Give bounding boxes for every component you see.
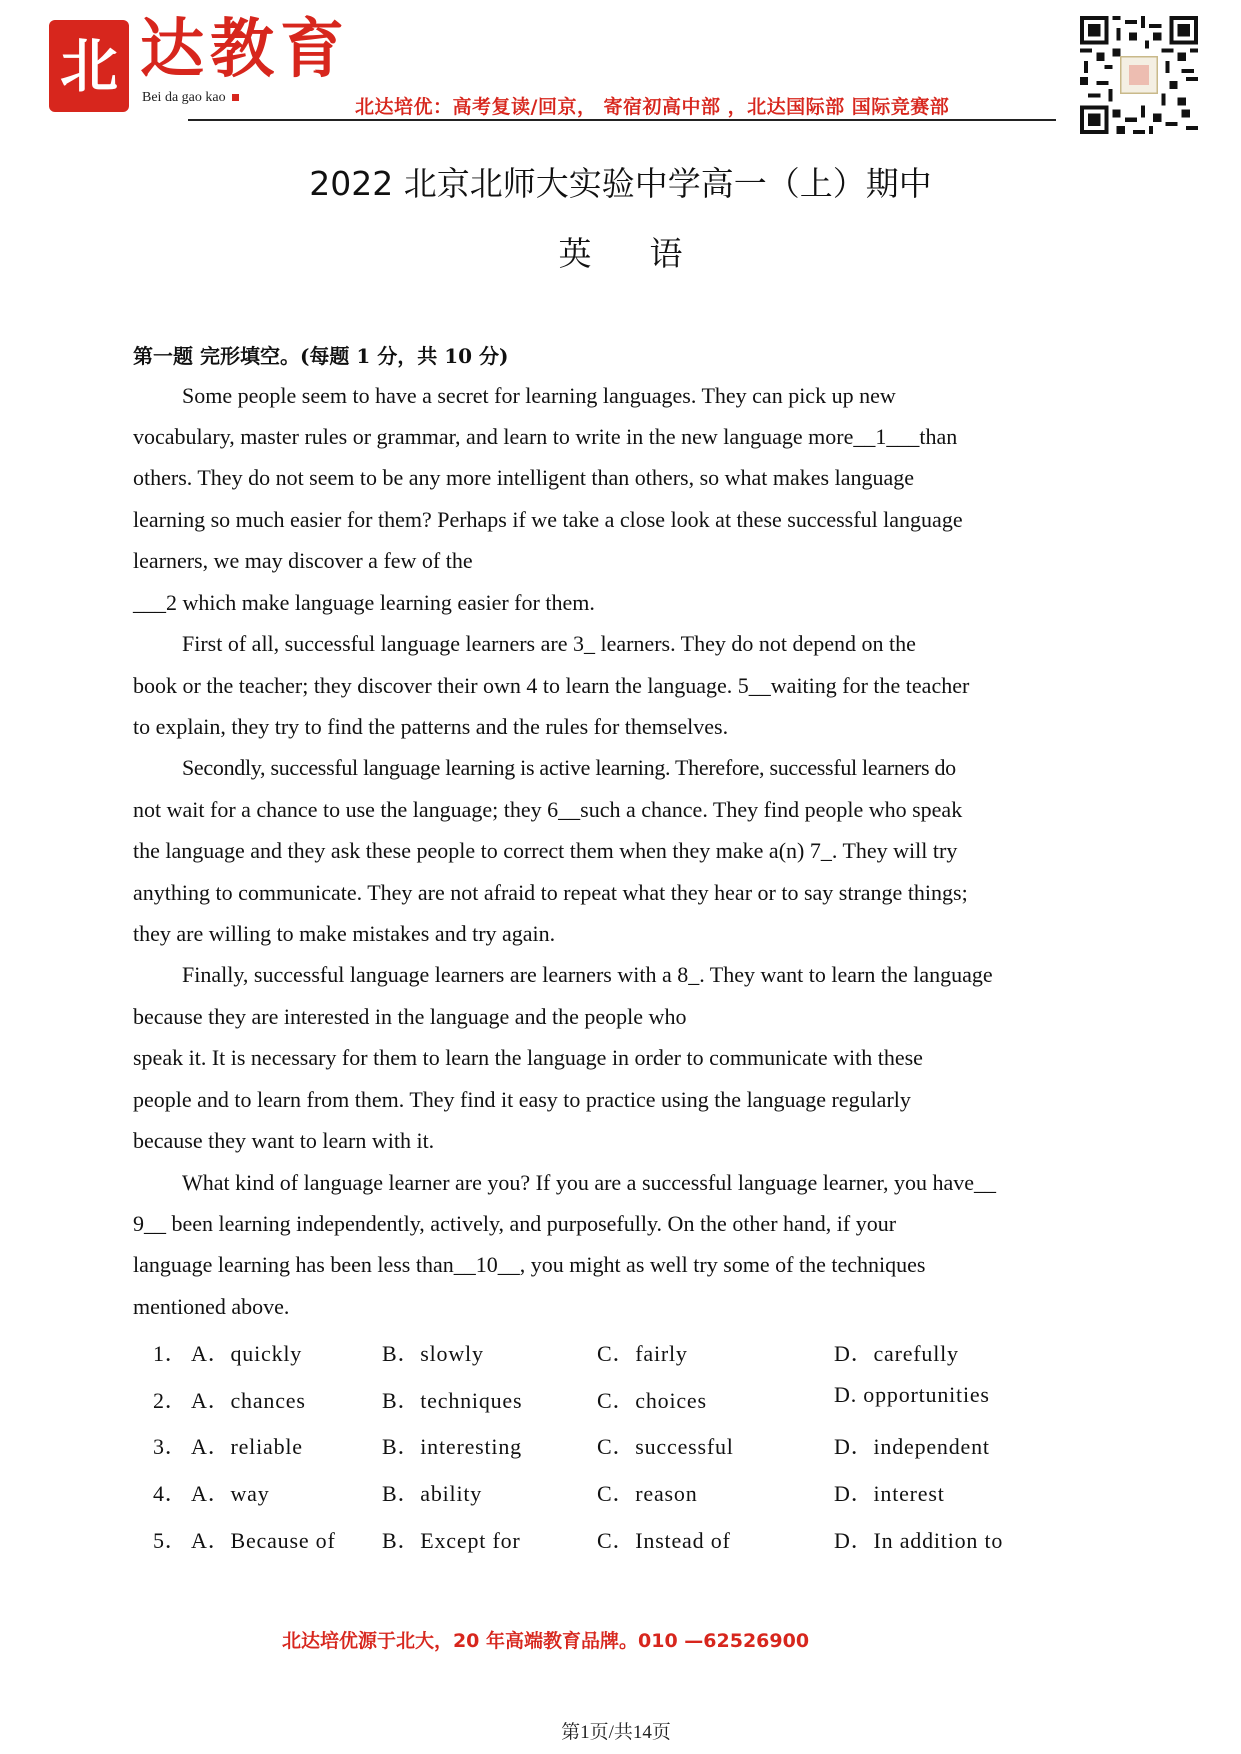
passage-line: others. They do not seem to be any more intelligent than others, so what makes language [133,465,915,490]
passage-line: Finally, successful language learners are learners with a 8_. They want to learn the language [182,962,993,987]
exam-title: 2022 北京北师大实验中学高一（上）期中 [309,164,932,203]
passage-line: because they want to learn with it. [133,1128,435,1153]
option-c: C．successful [597,1434,734,1459]
passage-line: they are willing to make mistakes and try again. [133,921,556,946]
passage-line: learning so much easier for them? Perhaps if we take a close look at these successful language [133,507,963,532]
header-tagline: 北达培优：高考复读/回京， 寄宿初高中部 ，北达国际部 国际竞赛部 [355,96,950,118]
logo-square-icon [232,94,239,101]
option-a: A．quickly [191,1341,303,1366]
passage-line: to explain, they try to find the patterns and the rules for themselves. [133,714,729,739]
option-c: C．choices [597,1388,707,1413]
passage-line: 9__ been learning independently, actively, and purposefully. On the other hand, if your [133,1211,897,1236]
option-d: D. opportunities [834,1382,990,1407]
passage-line: vocabulary, master rules or grammar, and learn to write in the new language more__1___than [133,424,958,449]
passage-line: Secondly, successful language learning is active learning. Therefore, successful learners do [182,755,956,780]
question-number: 3． [153,1434,188,1459]
passage-line: anything to communicate. They are not afraid to repeat what they hear or to say strange things; [133,880,968,905]
option-b: B．techniques [382,1388,523,1413]
footer-promo: 北达培优源于北大，20 年高端教育品牌。010 —62526900 [281,1630,810,1652]
question-number: 1． [153,1341,188,1366]
option-c: C．Instead of [597,1528,731,1553]
section-heading: 第一题 完形填空。(每题 1 分，共 10 分) [133,344,509,368]
option-c: C．reason [597,1481,698,1506]
logo-pinyin: Bei da gao kao [142,90,239,106]
passage-line: speak it. It is necessary for them to learn the language in order to communicate with these [133,1045,923,1070]
logo-text: 达教育 [140,12,350,87]
option-b: B．interesting [382,1434,522,1459]
passage-line: ___2 which make language learning easier for them. [133,590,595,615]
option-d: D．independent [834,1434,990,1459]
passage-line: First of all, successful language learners are 3_ learners. They do not depend on the [182,631,916,656]
option-b: B．slowly [382,1341,484,1366]
passage-line: language learning has been less than__10__, you might as well try some of the techniques [133,1252,926,1277]
option-d: D．interest [834,1481,945,1506]
logo-mark: 北 [49,20,129,112]
option-b: B．Except for [382,1528,521,1553]
passage-line: because they are interested in the language and the people who [133,1004,687,1029]
qr-code-icon [1080,16,1198,134]
option-a: A．Because of [191,1528,336,1553]
option-c: C．fairly [597,1341,688,1366]
passage-line: people and to learn from them. They find it easy to practice using the language regularly [133,1087,911,1112]
passage-line: not wait for a chance to use the language; they 6__such a chance. They find people who speak [133,797,963,822]
option-d: D．carefully [834,1341,959,1366]
passage-line: the language and they ask these people to correct them when they make a(n) 7_. They will try [133,838,958,863]
question-number: 5． [153,1528,188,1553]
page-number: 第1页/共14页 [561,1722,671,1743]
option-a: A．chances [191,1388,306,1413]
option-b: B．ability [382,1481,483,1506]
option-a: A．way [191,1481,270,1506]
option-a: A．reliable [191,1434,303,1459]
passage-line: What kind of language learner are you? If you are a successful language learner, you have__ [182,1170,996,1195]
passage-line: learners, we may discover a few of the [133,548,473,573]
question-number: 2． [153,1388,188,1413]
option-d: D．In addition to [834,1528,1004,1553]
header-divider [188,119,1056,121]
passage-line: Some people seem to have a secret for learning languages. They can pick up new [182,383,896,408]
subject-title: 英语 [558,234,741,273]
passage-line: mentioned above. [133,1294,290,1319]
passage-line: book or the teacher; they discover their own 4 to learn the language. 5__waiting for the teacher [133,673,970,698]
question-number: 4． [153,1481,188,1506]
